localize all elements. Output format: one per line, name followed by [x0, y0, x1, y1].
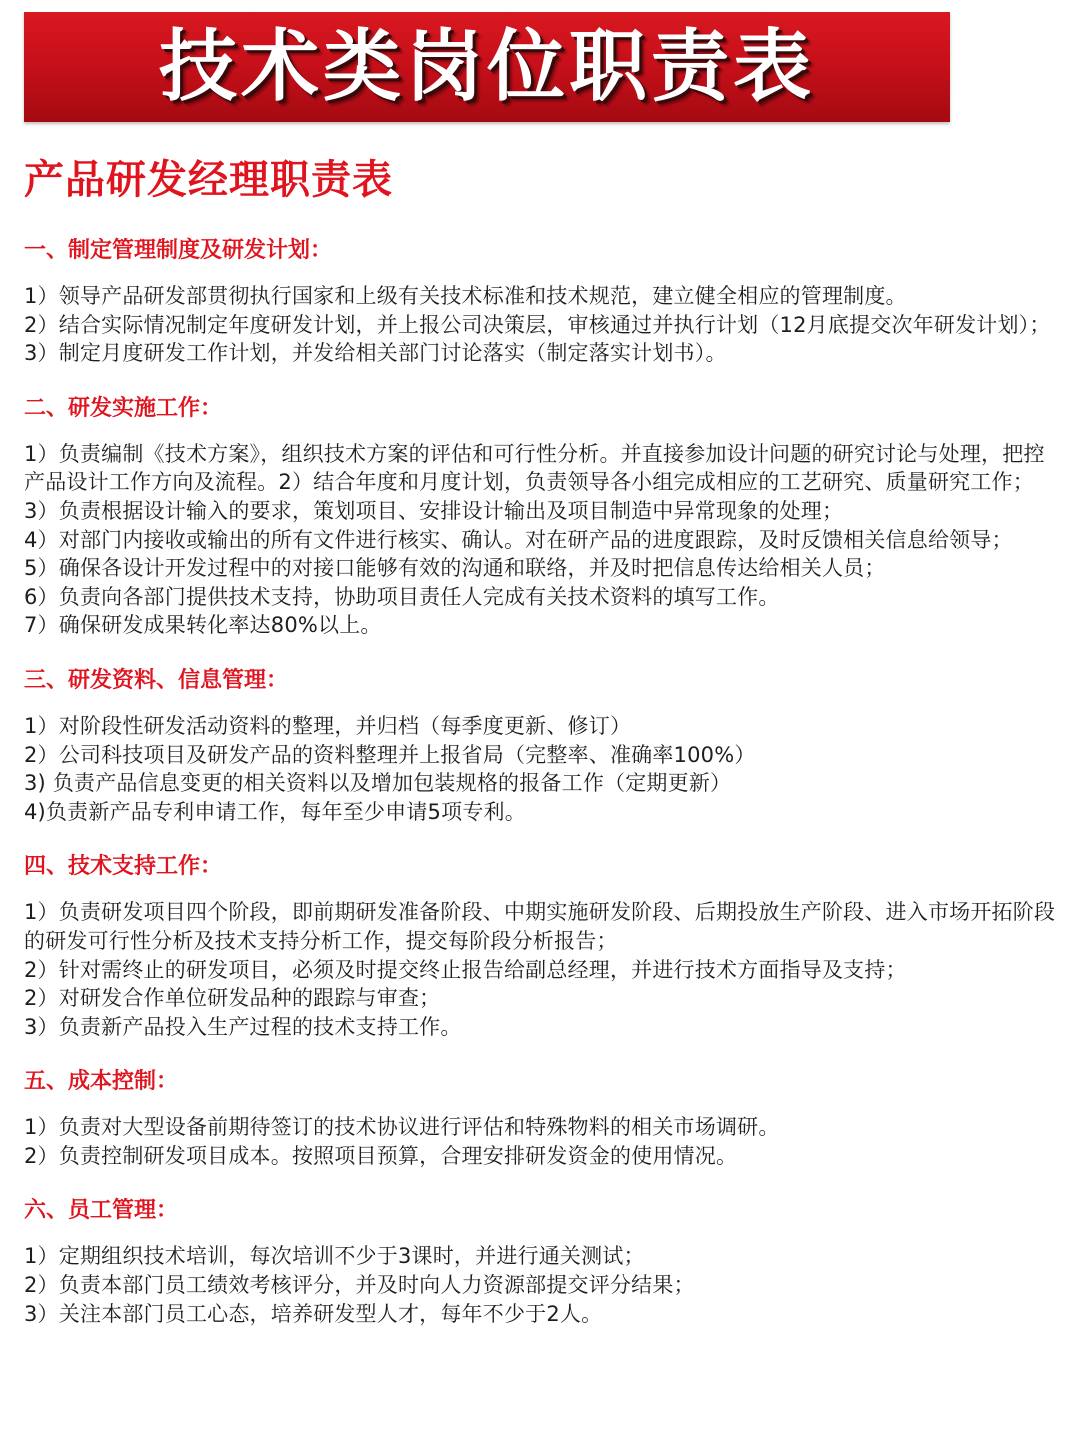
list-item: 1）负责研发项目四个阶段，即前期研发准备阶段、中期实施研发阶段、后期投放生产阶段、进入市场开拓阶段的研发可行性分析及技术支持分析工作，提交每阶段分析报告； [24, 900, 1056, 953]
list-item: 2）负责本部门员工绩效考核评分，并及时向人力资源部提交评分结果； [24, 1273, 695, 1298]
list-item: 7）确保研发成果转化率达80%以上。 [24, 613, 382, 638]
list-item: 2）结合实际情况制定年度研发计划，并上报公司决策层，审核通过并执行计划（12月底提交次年研发计划）； [24, 312, 1051, 337]
section-heading: 六、员工管理： [24, 1198, 179, 1224]
list-item: 3）关注本部门员工心态，培养研发型人才，每年不少于2人。 [24, 1301, 603, 1326]
list-item: 4）对部门内接收或输出的所有文件进行核实、确认。对在研产品的进度跟踪，及时反馈相关信息给领导； [24, 527, 1013, 552]
section-heading: 四、技术支持工作： [24, 854, 223, 880]
list-item: 1）负责编制《技术方案》，组织技术方案的评估和可行性分析。并直接参加设计问题的研究讨论与处理，把控产品设计工作方向及流程。2）结合年度和月度计划，负责领导各小组完成相应的工艺研究、质量研究工作； [24, 441, 1045, 495]
list-item: 2）针对需终止的研发项目，必须及时提交终止报告给副总经理，并进行技术方面指导及支持； [24, 957, 907, 982]
list-item: 1）定期组织技术培训，每次培训不少于3课时，并进行通关测试； [24, 1244, 645, 1269]
responsibilities-content [24, 236, 1064, 1328]
section-heading: 三、研发资料、信息管理： [24, 667, 289, 693]
section-management-system [24, 236, 1064, 368]
section-heading: 一、制定管理制度及研发计划： [24, 238, 333, 263]
document-subtitle: 产品研发经理职责表 [24, 157, 393, 203]
section-rd-implementation [24, 394, 1064, 640]
list-item: 3）负责根据设计输入的要求，策划项目、安排设计输出及项目制造中异常现象的处理； [24, 498, 844, 523]
list-item: 5）确保各设计开发过程中的对接口能够有效的沟通和联络，并及时把信息传达给相关人员； [24, 556, 886, 581]
section-info-management [24, 666, 1064, 826]
list-item: 1）领导产品研发部贯彻执行国家和上级有关技术标准和技术规范，建立健全相应的管理制度。 [24, 284, 907, 308]
section-heading: 五、成本控制： [24, 1069, 179, 1095]
list-item: 3) 负责产品信息变更的相关资料以及增加包装规格的报备工作（定期更新） [24, 771, 732, 796]
list-item: 6）负责向各部门提供技术支持，协助项目责任人完成有关技术资料的填写工作。 [24, 584, 780, 609]
section-cost-control [24, 1067, 1064, 1170]
list-item: 4)负责新产品专利申请工作，每年至少申请5项专利。 [24, 799, 526, 824]
list-item: 2）负责控制研发项目成本。按照项目预算，合理安排研发资金的使用情况。 [24, 1143, 738, 1168]
list-item: 3）制定月度研发工作计划，并发给相关部门讨论落实（制定落实计划书）。 [24, 341, 727, 366]
section-tech-support [24, 852, 1064, 1041]
list-item: 1）负责对大型设备前期待签订的技术协议进行评估和特殊物料的相关市场调研。 [24, 1115, 780, 1140]
title-banner [24, 12, 950, 122]
page-title: 技术类岗位职责表 [158, 22, 815, 112]
list-item: 1）对阶段性研发活动资料的整理，并归档（每季度更新、修订） [24, 713, 632, 738]
list-item: 2）公司科技项目及研发产品的资料整理并上报省局（完整率、准确率100%） [24, 742, 756, 767]
list-item: 2）对研发合作单位研发品种的跟踪与审查； [24, 986, 441, 1011]
list-item: 3）负责新产品投入生产过程的技术支持工作。 [24, 1014, 462, 1039]
section-heading: 二、研发实施工作： [24, 395, 223, 421]
section-staff-management [24, 1196, 1064, 1328]
